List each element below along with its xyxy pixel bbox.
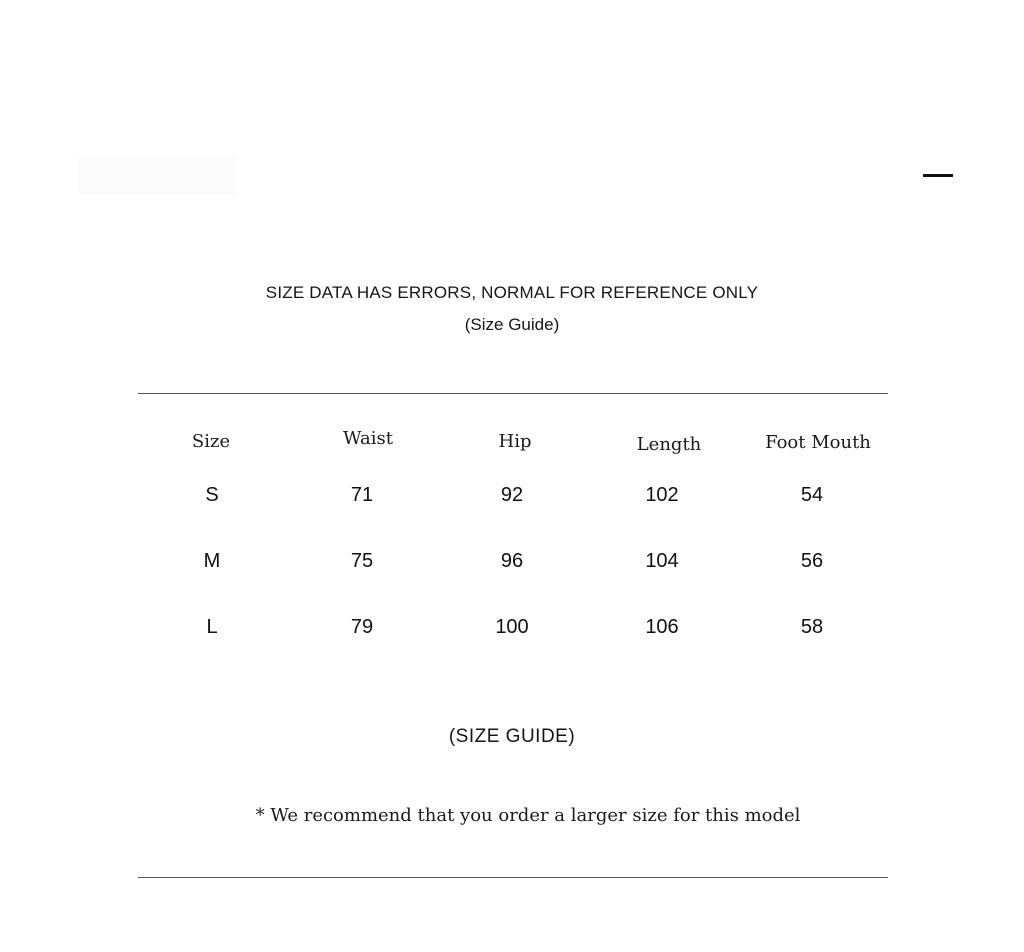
bottom-divider: [138, 877, 888, 878]
table-cell-size: M: [203, 550, 221, 572]
table-cell-foot-mouth: 58: [800, 616, 824, 638]
table-cell-waist: 79: [350, 616, 374, 638]
top-divider: [138, 393, 888, 394]
column-header-waist: Waist: [343, 428, 393, 449]
column-header-hip: Hip: [498, 431, 532, 452]
column-header-foot-mouth: Foot Mouth: [765, 432, 871, 453]
size-guide-subtitle: (Size Guide): [464, 315, 560, 334]
table-cell-waist: 71: [350, 484, 374, 506]
size-guide-label: (SIZE GUIDE): [448, 726, 576, 747]
table-cell-length: 102: [645, 484, 679, 506]
faint-background-block: [78, 156, 236, 194]
column-header-length: Length: [636, 434, 702, 455]
size-recommendation-note: * We recommend that you order a larger size for this model: [255, 805, 801, 826]
table-cell-foot-mouth: 56: [800, 550, 824, 572]
table-cell-waist: 75: [350, 550, 374, 572]
table-cell-size: S: [205, 484, 219, 506]
dash-mark: [923, 174, 953, 177]
table-cell-hip: 92: [500, 484, 524, 506]
table-cell-length: 104: [645, 550, 679, 572]
size-data-notice: SIZE DATA HAS ERRORS, NORMAL FOR REFERENCE ONLY: [265, 283, 759, 302]
table-cell-hip: 100: [495, 616, 529, 638]
table-cell-foot-mouth: 54: [800, 484, 824, 506]
table-cell-size: L: [206, 616, 218, 638]
table-cell-length: 106: [645, 616, 679, 638]
column-header-size: Size: [191, 431, 231, 452]
table-cell-hip: 96: [500, 550, 524, 572]
